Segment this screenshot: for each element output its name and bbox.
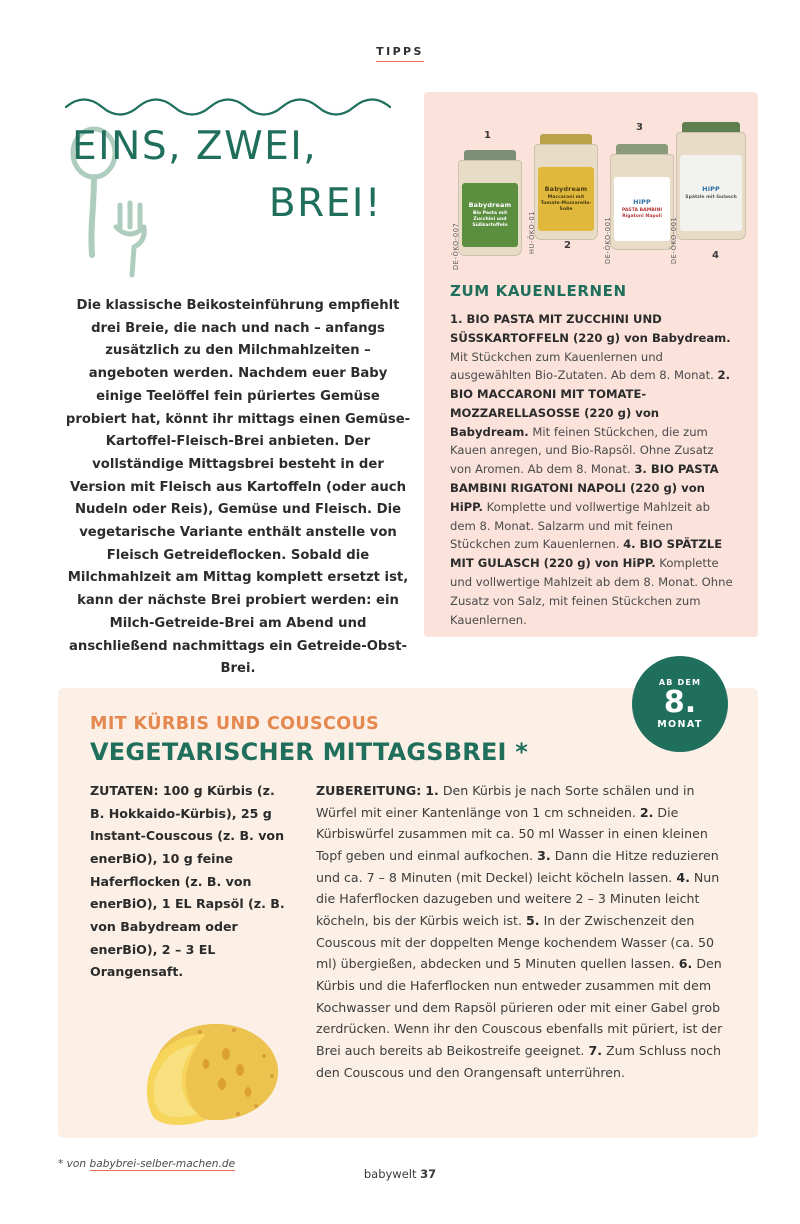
ingredients-label: ZUTATEN: bbox=[90, 783, 159, 798]
age-badge bbox=[632, 656, 728, 752]
step-4-text: Nun die Haferflocken dazugeben und weitere 2 – 3 Minuten leicht köcheln, bis der Kürbis weich ist. bbox=[316, 869, 720, 928]
step-6-text: Den Kürbis und die Haferflocken nun entweder zusammen mit dem Kochwasser und dem Rapsöl pürieren oder mit einer Gabel grob zerdrücken. Wenn ihr den Couscous ebenfalls mit püriert, ist der Brei auch bereits ab Beikostreife geeignet. bbox=[316, 956, 723, 1058]
ingredients-text: 100 g Kürbis (z. B. Hokkaido-Kürbis), 25 g Instant-Couscous (z. B. von enerBiO), 10 g feine Haferflocken (z. B. von enerBiO), 1 EL Rapsöl (z. B. von Babydream oder enerBiO), 2 – 3 EL Orangensaft. bbox=[90, 783, 285, 980]
jar-label-3 bbox=[614, 177, 670, 241]
product-jar-1 bbox=[458, 150, 522, 256]
footnote-prefix: * von bbox=[58, 1158, 90, 1170]
jar-label-2 bbox=[538, 167, 594, 231]
jar-lid-icon bbox=[540, 134, 592, 144]
product-jar-2 bbox=[534, 134, 598, 240]
page-header bbox=[0, 40, 800, 62]
products-body bbox=[424, 282, 758, 629]
section-kicker: TIPPS bbox=[376, 45, 424, 62]
step-7-text: Zum Schluss noch den Couscous und den Orangensaft unterrühren. bbox=[316, 1042, 721, 1080]
jar-brand-3: HiPP bbox=[633, 198, 651, 207]
step-1-number: 1. bbox=[425, 783, 439, 798]
jar-body bbox=[676, 132, 746, 240]
jar-ecocode-4: DE-ÖKO-001 bbox=[670, 216, 678, 264]
age-badge-bottom: MONAT bbox=[657, 719, 703, 730]
jar-number-1: 1 bbox=[484, 130, 491, 141]
jar-name-3: PASTA BAMBINI Rigatoni Napoli bbox=[621, 208, 663, 219]
jar-label-4 bbox=[680, 155, 742, 231]
title-block bbox=[58, 119, 418, 279]
step-1-text: Den Kürbis je nach Sorte schälen und in Würfel mit einer Kantenlänge von 1 cm schneiden. bbox=[316, 783, 695, 820]
jar-name-1: Bio Pasta mit Zucchini und Süßkartoffeln bbox=[472, 211, 508, 228]
step-5-text: In der Zwischenzeit den Couscous mit der doppelten Menge kochendem Wasser (ca. 50 ml) übergießen, abdecken und 5 Minuten quellen lassen. bbox=[316, 912, 714, 972]
page-title bbox=[58, 119, 418, 232]
step-2-number: 2. bbox=[639, 804, 654, 820]
product-item-2-bold: 2. BIO MACCARONI MIT TOMATE-MOZZARELLASOSSE (220 g) von Babydream. bbox=[450, 368, 731, 439]
page-title-line1: EINS, ZWEI, bbox=[72, 124, 318, 169]
jar-number-4: 4 bbox=[712, 250, 719, 261]
recipe-title: VEGETARISCHER MITTAGSBREI * bbox=[90, 738, 528, 766]
products-panel bbox=[424, 92, 758, 637]
product-item-1-rest: Mit Stückchen zum Kauenlernen und ausgewählten Bio-Zutaten. Ab dem 8. Monat. bbox=[450, 349, 714, 383]
jar-ecocode-1: DE-ÖKO-007 bbox=[452, 222, 460, 270]
jar-label-1 bbox=[462, 183, 518, 247]
age-badge-number: 8. bbox=[663, 685, 697, 720]
squiggle-divider-top bbox=[66, 95, 396, 113]
products-list bbox=[450, 310, 736, 629]
jars-photo-group bbox=[424, 92, 758, 282]
step-6-number: 6. bbox=[678, 956, 693, 972]
age-badge-top: AB DEM bbox=[658, 678, 702, 687]
recipe-panel bbox=[58, 678, 758, 1138]
step-3-text: Dann die Hitze reduzieren und ca. 7 – 8 Minuten (mit Deckel) leicht köcheln lassen. bbox=[316, 847, 719, 885]
jar-number-3: 3 bbox=[636, 122, 643, 133]
product-item-1-bold: 1. BIO PASTA MIT ZUCCHINI UND SÜSSKARTOFFELN (220 g) von Babydream. bbox=[450, 312, 731, 345]
jar-brand-4: HiPP bbox=[702, 185, 720, 194]
jar-brand-1: Babydream bbox=[468, 201, 512, 210]
jar-name-4: Spätzle mit Gulasch bbox=[685, 195, 737, 201]
step-4-number: 4. bbox=[676, 869, 690, 885]
jar-body bbox=[534, 144, 598, 240]
jar-lid-icon bbox=[616, 144, 668, 154]
jar-lid-icon bbox=[682, 122, 740, 132]
folio-magazine: babywelt bbox=[363, 1167, 417, 1181]
pumpkin-illustration bbox=[88, 1010, 298, 1130]
product-item-3-rest: Komplette und vollwertige Mahlzeit ab dem 8. Monat. Salzarm und mit feinen Stückchen zum Kauenlernen. bbox=[450, 499, 710, 552]
product-jar-3 bbox=[610, 144, 674, 250]
recipe-steps bbox=[316, 780, 724, 1083]
step-3-number: 3. bbox=[537, 847, 551, 863]
step-7-number: 7. bbox=[588, 1042, 603, 1058]
jar-ecocode-3: DE-ÖKO-001 bbox=[604, 216, 612, 264]
intro-paragraph: Die klassische Beikosteinführung empfiehlt drei Breie, die nach und nach – anfangs zusätzlich zu den Milchmahlzeiten – angeboten werden. Nachdem euer Baby einige Teelöffel fein püriertes Gemüse probiert hat, könnt ihr mittags einen Gemüse-Kartoffel-Fleisch-Brei anbieten. Der vollständige Mittagsbrei besteht in der Version mit Fleisch aus Kartoffeln (oder auch Nudeln oder Reis), Gemüse und Fleisch. Die vegetarische Variante enthält anstelle von Fleisch Getreideflocken. Sobald die Milchmahlzeit am Mittag komplett ersetzt ist, kann der nächste Brei probiert werden: ein Milch-Getreide-Brei am Abend und anschließend nachmittags ein Getreide-Obst-Brei. bbox=[65, 298, 411, 677]
jar-name-2: Maccaroni mit Tomate-Mozzarella-Soße bbox=[540, 195, 592, 212]
steps-label: ZUBEREITUNG: bbox=[316, 783, 422, 798]
jar-body bbox=[458, 160, 522, 256]
product-jar-4 bbox=[676, 122, 746, 240]
products-heading: ZUM KAUENLERNEN bbox=[450, 282, 627, 300]
jar-brand-2: Babydream bbox=[544, 185, 588, 194]
footnote-link[interactable]: babybrei-selber-machen.de bbox=[89, 1158, 236, 1170]
jar-lid-icon bbox=[464, 150, 516, 160]
jar-body bbox=[610, 154, 674, 250]
jar-number-2: 2 bbox=[564, 240, 571, 251]
folio-page-number: 37 bbox=[420, 1167, 437, 1181]
product-item-2-rest: Mit feinen Stückchen, die zum Kauen anregen, und Bio-Rapsöl. Ohne Zusatz von Aromen. Ab dem 8. Monat. bbox=[450, 424, 714, 477]
step-5-number: 5. bbox=[526, 912, 540, 928]
product-item-3-bold: 3. BIO PASTA BAMBINI RIGATONI NAPOLI (220 g) von HiPP. bbox=[450, 462, 719, 514]
page-title-line2: BREI! bbox=[268, 180, 382, 226]
product-item-4-bold: 4. BIO SPÄTZLE MIT GULASCH (220 g) von HiPP. bbox=[450, 537, 723, 571]
jar-ecocode-2: HU-ÖKO-01 bbox=[528, 210, 536, 254]
product-item-4-rest: Komplette und vollwertige Mahlzeit ab dem 8. Monat. Ohne Zusatz von Salz, mit feinen Stückchen zum Kauenlernen. bbox=[450, 556, 733, 627]
recipe-kicker: MIT KÜRBIS UND COUSCOUS bbox=[90, 714, 380, 734]
intro-column bbox=[58, 95, 418, 709]
page-folio bbox=[0, 1167, 800, 1181]
step-2-text: Die Kürbiswürfel zusammen mit ca. 50 ml Wasser in einen kleinen Topf geben und einmal aufkochen. bbox=[316, 804, 708, 863]
